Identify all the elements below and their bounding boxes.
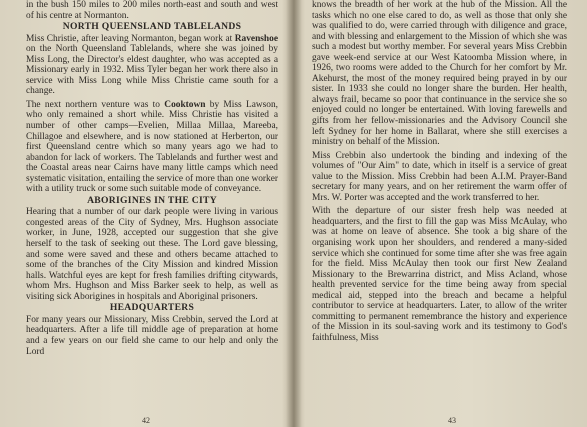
- paragraph-crebbin-work: knows the breadth of her work at the hub of the Mission. All the tasks which no one else cared to do, as well as those that only she was qualified to do, were carried through with diligence and grace, and with blessing and enlargement to the Mission of which she was such a modest but worthy member. For several years Miss Crebbin gave week-end service at our West Katoomba Mission where, in 1926, two rooms were added to the Church for her comfort by Mr. Akehurst, the most of the money required being prayed in by our sister. In 1933 she could no longer share the burden. Her health, always frail, became so poor that continuance in the service she so enjoyed could no longer be entertained. With loving farewells and gifts from her fellow-missionaries and the Advisory Council she left Sydney for her home in Ballarat, where she still exercises a ministry on behalf of the Mission.: [312, 0, 567, 148]
- paragraph-ravenshoe: Miss Christie, after leaving Normanton, began work at Ravenshoe on the North Queensland Tablelands, where she was joined by Miss Long, the Director's eldest daughter, who was accepted as a Missionary early in 1932. Miss Tyler began her work there also in service with Miss Long while Miss Christie came south for a change.: [26, 33, 278, 97]
- left-page: [26, 0, 278, 427]
- section-heading-aborigines: ABORIGINES IN THE CITY: [87, 194, 217, 206]
- page-number-right: 43: [448, 416, 456, 425]
- paragraph-cooktown: The next northern venture was to Cooktown by Miss Lawson, who only remained a short while. Miss Christie has visited a number of other camps—Evelien, Millaa Millaa, Mareeba, Chillagoe and elsewhere, and is now stationed at Herberton, our first Queensland centre which so many years ago we had to abandon for lack of workers. The Tablelands and further west and the Coastal areas near Cairns have many little camps which need systematic visitation, entailing the service of more than one worker with a utility truck or some such suitable mode of conveyance.: [26, 99, 278, 195]
- paragraph-headquarters: For many years our Missionary, Miss Crebbin, served the Lord at headquarters. After a life till middle age of preparation at home and a few years on our field she came to our help and only the Lord: [26, 314, 278, 357]
- left-intro-paragraph: in the bush 150 miles to 200 miles north-east and south and west of his centre at Normanton.: [26, 0, 278, 21]
- right-page: [312, 0, 567, 427]
- paragraph-aborigines-city: Hearing that a number of our dark people were living in various congested areas of the City of Sydney, Mrs. Hughson associate worker, in June, 1928, accepted our suggestion that she give herself to the task of seeking out these. The Lord gave blessing, and some were saved and these and others became attached to some of the branches of the City Mission and kindred Mission halls. Watchful eyes are kept for fresh families drifting citywards, whom Mrs. Hughson and Miss Barker seek to help, as well as visiting sick Aborigines in hospitals and Aboriginal prisoners.: [26, 207, 278, 302]
- page-number-left: 42: [142, 416, 150, 425]
- paragraph-crebbin-binding: Miss Crebbin also undertook the binding and indexing of the volumes of "Our Aim" to date, which in itself is a service of great value to the Mission. Miss Crebbin had been A.I.M. Prayer-Band secretary for many years, and on her retirement the warm offer of Mrs. W. Porter was accepted and the work transferred to her.: [312, 150, 567, 203]
- paragraph-mcaulay: With the departure of our sister fresh help was needed at headquarters, and the first to fill the gap was Miss McAulay, who was at home on leave of absence. She took a big share of the organising work upon her shoulders, and rendered a many-sided service which she continued for some time after she was free again for the field. Miss McAulay then took our first New Zealand Missionary to the Brewarrina district, and Miss Acland, whose health prevented service for the time being away from special medical aid, stepped into the breach and became a helpful contributor to service at headquarters. Later, to allow of the writer committing to permanent remembrance the history and experience of the Mission in its soul-saving work and its testimony to God's faithfulness, Miss: [312, 206, 567, 343]
- section-heading-headquarters: HEADQUARTERS: [109, 302, 195, 314]
- section-heading-tablelands: NORTH QUEENSLAND TABLELANDS: [62, 21, 242, 33]
- book-gutter: [286, 0, 302, 427]
